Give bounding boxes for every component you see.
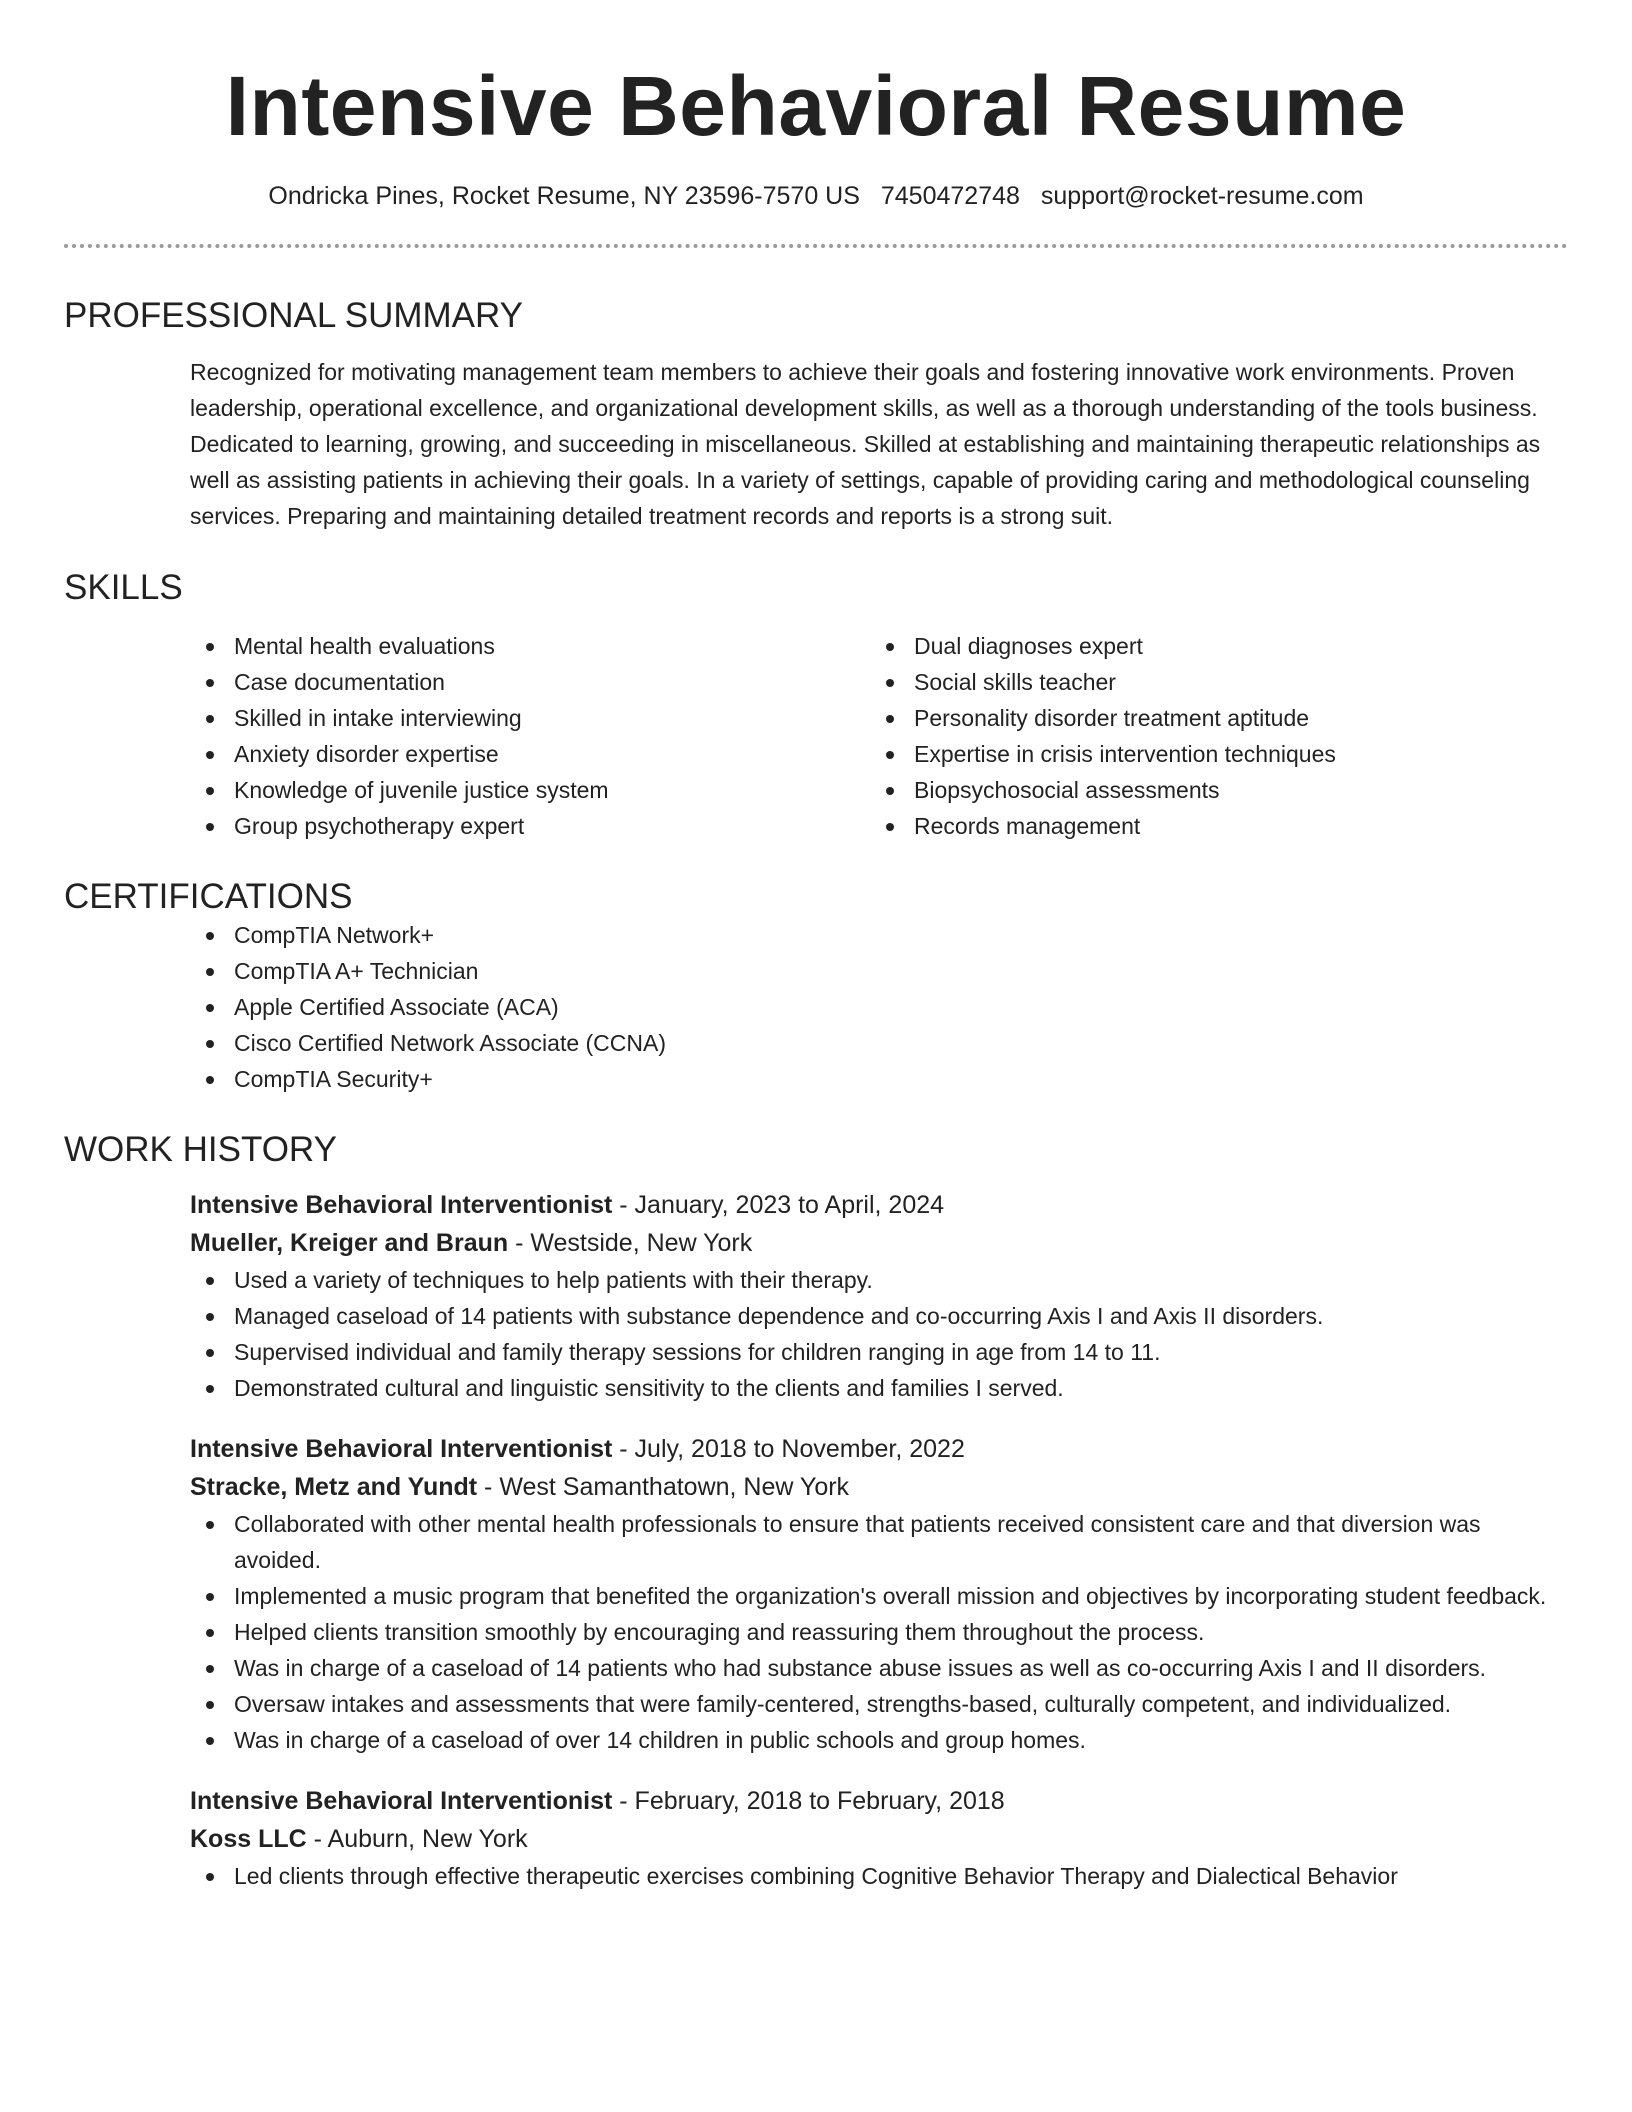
job-company: Koss LLC xyxy=(190,1825,307,1853)
job-company-line xyxy=(190,1468,1568,1506)
job-dates: - February, 2018 to February, 2018 xyxy=(612,1787,1005,1815)
job-location: - West Samanthatown, New York xyxy=(477,1473,850,1501)
job-company-line xyxy=(190,1224,1568,1262)
job-bullet: Led clients through effective therapeutic exercises combining Cognitive Behavior Therapy and Dialectical Behavior xyxy=(190,1858,1568,1894)
job-location: - Auburn, New York xyxy=(306,1825,528,1853)
job-bullet: Oversaw intakes and assessments that were family-centered, strengths-based, culturally competent, and individualized. xyxy=(190,1686,1568,1722)
job-bullet: Supervised individual and family therapy sessions for children ranging in age from 14 to 11. xyxy=(190,1334,1568,1370)
certification-item: Apple Certified Associate (ACA) xyxy=(190,989,1568,1025)
certifications-list xyxy=(190,917,1568,1097)
job-role: Intensive Behavioral Interventionist xyxy=(190,1787,613,1815)
skills-list-left xyxy=(190,628,870,844)
contact-email: support@rocket-resume.com xyxy=(1040,182,1364,210)
job-title-line xyxy=(190,1186,1568,1224)
skill-item: Skilled in intake interviewing xyxy=(190,700,870,736)
job-entry xyxy=(190,1782,1568,1894)
skill-item: Expertise in crisis intervention techniques xyxy=(870,736,1550,772)
contact-phone: 7450472748 xyxy=(880,182,1020,210)
job-title-line xyxy=(190,1782,1568,1820)
job-bullet: Used a variety of techniques to help patients with their therapy. xyxy=(190,1262,1568,1298)
skill-item: Social skills teacher xyxy=(870,664,1550,700)
skill-item: Case documentation xyxy=(190,664,870,700)
section-title-certifications: CERTIFICATIONS xyxy=(64,877,353,916)
skills-section xyxy=(190,628,1568,844)
resume-title: Intensive Behavioral Resume xyxy=(225,59,1407,153)
job-bullet: Collaborated with other mental health professionals to ensure that patients received consistent care and that diversion was avoided. xyxy=(190,1506,1568,1578)
job-bullets xyxy=(190,1262,1568,1406)
job-role: Intensive Behavioral Interventionist xyxy=(190,1191,613,1219)
job-bullet: Helped clients transition smoothly by encouraging and reassuring them throughout the process. xyxy=(190,1614,1568,1650)
certification-item: Cisco Certified Network Associate (CCNA) xyxy=(190,1025,1568,1061)
job-company-line xyxy=(190,1820,1568,1858)
certification-item: CompTIA Security+ xyxy=(190,1061,1568,1097)
skill-item: Group psychotherapy expert xyxy=(190,808,870,844)
contact-line xyxy=(64,180,1568,212)
job-bullet: Was in charge of a caseload of 14 patients who had substance abuse issues as well as co-occurring Axis I and II disorders. xyxy=(190,1650,1568,1686)
header-divider xyxy=(64,244,1568,248)
section-title-skills: SKILLS xyxy=(64,568,183,607)
job-dates: - January, 2023 to April, 2024 xyxy=(612,1191,945,1219)
section-title-work-history: WORK HISTORY xyxy=(64,1130,337,1169)
skills-list-right xyxy=(870,628,1550,844)
skills-grid xyxy=(190,628,1568,844)
job-bullet: Managed caseload of 14 patients with substance dependence and co-occurring Axis I and Axis II disorders. xyxy=(190,1298,1568,1334)
job-dates: - July, 2018 to November, 2022 xyxy=(612,1435,965,1463)
contact-address: Ondricka Pines, Rocket Resume, NY 23596-7570 US xyxy=(268,182,860,210)
job-bullets xyxy=(190,1858,1568,1894)
job-company: Stracke, Metz and Yundt xyxy=(190,1473,478,1501)
job-entry xyxy=(190,1430,1568,1758)
skill-item: Anxiety disorder expertise xyxy=(190,736,870,772)
section-title-summary: PROFESSIONAL SUMMARY xyxy=(64,296,523,335)
skill-item: Mental health evaluations xyxy=(190,628,870,664)
certifications-section xyxy=(190,917,1568,1097)
job-bullet: Demonstrated cultural and linguistic sensitivity to the clients and families I served. xyxy=(190,1370,1568,1406)
skill-item: Personality disorder treatment aptitude xyxy=(870,700,1550,736)
summary-section xyxy=(190,354,1568,534)
job-bullets xyxy=(190,1506,1568,1758)
job-role: Intensive Behavioral Interventionist xyxy=(190,1435,613,1463)
skill-item: Dual diagnoses expert xyxy=(870,628,1550,664)
job-entry xyxy=(190,1186,1568,1406)
certification-item: CompTIA Network+ xyxy=(190,917,1568,953)
work-history-section xyxy=(190,1186,1568,1894)
job-title-line xyxy=(190,1430,1568,1468)
summary-text: Recognized for motivating management team members to achieve their goals and fostering innovative work environments. Proven leadership, operational excellence, and organizational development skills, as well as a thorough understanding of the tools business. Dedicated to learning, growing, and succeeding in miscellaneous. Skilled at establishing and maintaining therapeutic relationships as well as assisting patients in achieving their goals. In a variety of settings, capable of providing caring and methodological counseling services. Preparing and maintaining detailed treatment records and reports is a strong suit. xyxy=(190,359,1541,529)
skill-item: Records management xyxy=(870,808,1550,844)
job-company: Mueller, Kreiger and Braun xyxy=(190,1229,509,1257)
skill-item: Knowledge of juvenile justice system xyxy=(190,772,870,808)
job-location: - Westside, New York xyxy=(508,1229,753,1257)
job-bullet: Was in charge of a caseload of over 14 children in public schools and group homes. xyxy=(190,1722,1568,1758)
certification-item: CompTIA A+ Technician xyxy=(190,953,1568,989)
job-bullet: Implemented a music program that benefited the organization's overall mission and objectives by incorporating student feedback. xyxy=(190,1578,1568,1614)
resume-page xyxy=(64,0,1568,1894)
skill-item: Biopsychosocial assessments xyxy=(870,772,1550,808)
